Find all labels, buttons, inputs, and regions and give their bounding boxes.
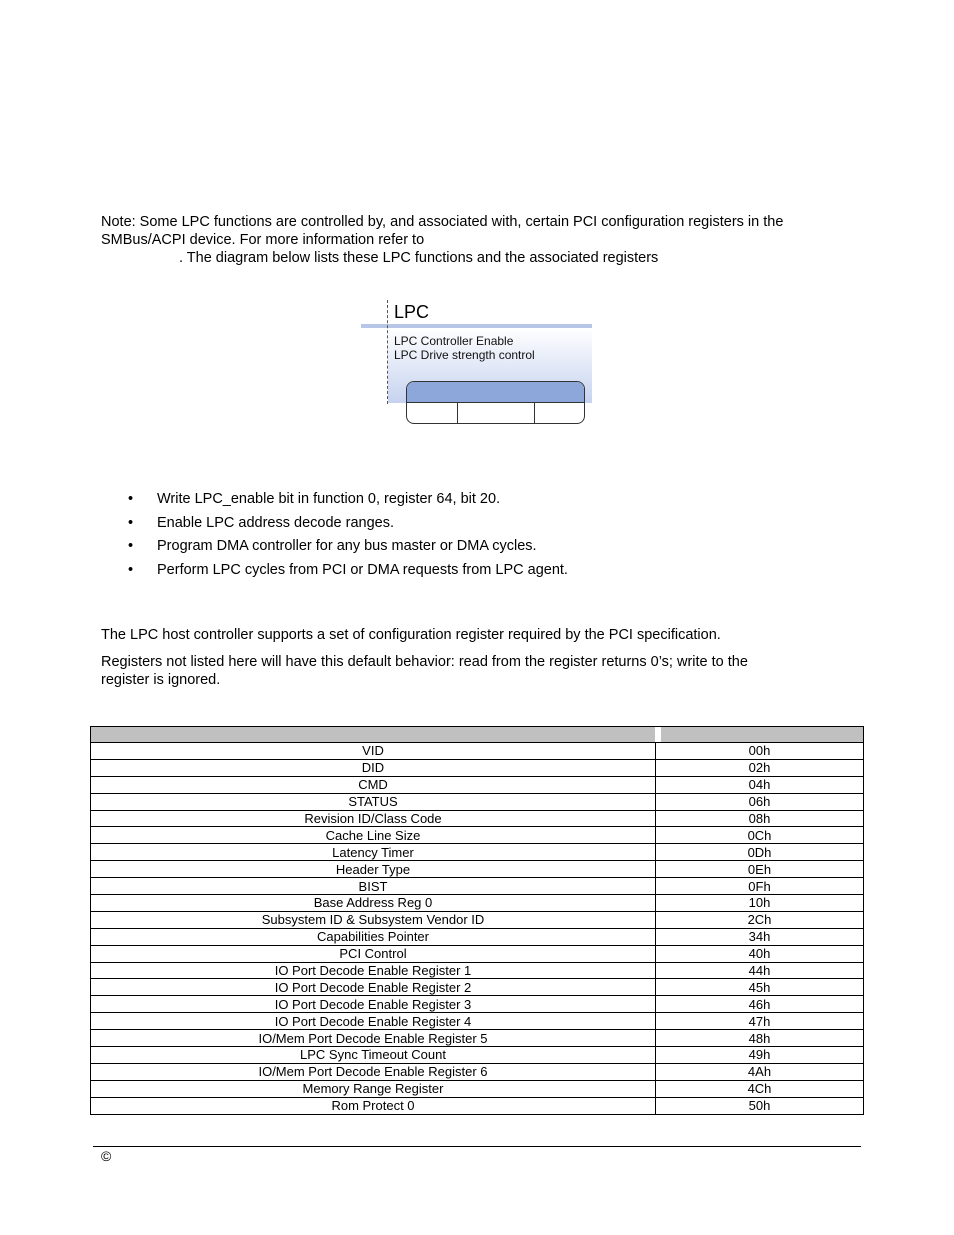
register-name-cell: Revision ID/Class Code — [91, 810, 656, 827]
table-row — [91, 1097, 864, 1114]
register-name-cell: Rom Protect 0 — [91, 1097, 656, 1114]
table-row — [91, 895, 864, 912]
step-text: Program DMA controller for any bus master or DMA cycles. — [157, 538, 537, 555]
register-name-cell: IO Port Decode Enable Register 3 — [91, 996, 656, 1013]
register-offset-cell: 08h — [656, 810, 864, 827]
table-row — [91, 911, 864, 928]
table-row — [91, 928, 864, 945]
table-row — [91, 810, 864, 827]
register-name-cell: Cache Line Size — [91, 827, 656, 844]
register-offset-cell: 49h — [656, 1047, 864, 1064]
register-offset-cell: 2Ch — [656, 911, 864, 928]
register-offset-cell: 06h — [656, 793, 864, 810]
table-row — [91, 776, 864, 793]
register-name-cell: Capabilities Pointer — [91, 928, 656, 945]
table-row — [91, 979, 864, 996]
diagram-title: LPC — [394, 302, 430, 322]
footer-rule — [93, 1146, 861, 1147]
register-name-cell: BIST — [91, 878, 656, 895]
diagram-dashed-line — [387, 300, 388, 404]
register-offset-cell: 48h — [656, 1030, 864, 1047]
step-text: Write LPC_enable bit in function 0, register 64, bit 20. — [157, 491, 501, 507]
register-name-cell: IO Port Decode Enable Register 2 — [91, 979, 656, 996]
header-offset — [656, 727, 864, 743]
register-name-cell: LPC Sync Timeout Count — [91, 1047, 656, 1064]
intro-paragraph-2-line-1: Registers not listed here will have this default behavior: read from the register returns 0’s; write to the — [101, 654, 748, 670]
register-offset-cell: 0Ch — [656, 827, 864, 844]
table-row — [91, 743, 864, 760]
register-offset-cell: 40h — [656, 945, 864, 962]
step-text: Perform LPC cycles from PCI or DMA requests from LPC agent. — [157, 562, 568, 579]
diagram-item: LPC Controller Enable — [394, 334, 514, 348]
register-table — [90, 726, 864, 1115]
register-offset-cell: 0Eh — [656, 861, 864, 878]
register-name-cell: PCI Control — [91, 945, 656, 962]
register-offset-cell: 44h — [656, 962, 864, 979]
register-name-cell: DID — [91, 759, 656, 776]
note-line-2: SMBus/ACPI device. For more information refer to — [101, 232, 425, 248]
diagram-register-box-header — [407, 382, 584, 403]
diagram-item: LPC Drive strength control — [394, 348, 535, 362]
register-name-cell: IO/Mem Port Decode Enable Register 6 — [91, 1063, 656, 1080]
header-register-name — [91, 727, 656, 743]
note-line-1: Note: Some LPC functions are controlled by, and associated with, certain PCI configuration registers in the — [101, 214, 784, 230]
table-row — [91, 1080, 864, 1097]
step-text: Enable LPC address decode ranges. — [157, 514, 394, 531]
list-item — [128, 514, 568, 538]
bullet: • — [128, 538, 134, 555]
table-header-row — [91, 727, 864, 743]
copyright-symbol: © — [101, 1148, 112, 1164]
note-line-3: . The diagram below lists these LPC functions and the associated registers — [179, 250, 659, 266]
table-row — [91, 759, 864, 776]
register-offset-cell: 0Dh — [656, 844, 864, 861]
register-offset-cell: 47h — [656, 1013, 864, 1030]
register-offset-cell: 0Fh — [656, 878, 864, 895]
diagram-register-box — [406, 381, 585, 424]
intro-paragraph-1: The LPC host controller supports a set of configuration register required by the PCI specification. — [101, 627, 721, 643]
register-name-cell: STATUS — [91, 793, 656, 810]
table-row — [91, 861, 864, 878]
table-row — [91, 962, 864, 979]
register-name-cell: Memory Range Register — [91, 1080, 656, 1097]
register-name-cell: CMD — [91, 776, 656, 793]
table-row — [91, 844, 864, 861]
diagram-cell-divider — [457, 403, 458, 423]
register-name-cell: IO Port Decode Enable Register 4 — [91, 1013, 656, 1030]
register-name-cell: IO/Mem Port Decode Enable Register 5 — [91, 1030, 656, 1047]
bullet: • — [128, 562, 134, 579]
list-item — [128, 537, 568, 561]
steps-list — [128, 490, 568, 585]
register-name-cell: Subsystem ID & Subsystem Vendor ID — [91, 911, 656, 928]
table-row — [91, 1013, 864, 1030]
register-offset-cell: 50h — [656, 1097, 864, 1114]
register-name-cell: VID — [91, 743, 656, 760]
register-offset-cell: 4Ch — [656, 1080, 864, 1097]
header-separator — [655, 727, 661, 742]
table-row — [91, 1030, 864, 1047]
register-name-cell: IO Port Decode Enable Register 1 — [91, 962, 656, 979]
diagram-cell-divider — [534, 403, 535, 423]
register-name-cell: Header Type — [91, 861, 656, 878]
list-item — [128, 490, 568, 514]
intro-paragraph-2-line-2: register is ignored. — [101, 672, 221, 688]
register-offset-cell: 02h — [656, 759, 864, 776]
table-row — [91, 827, 864, 844]
table-row — [91, 996, 864, 1013]
table-row — [91, 878, 864, 895]
table-row — [91, 945, 864, 962]
register-offset-cell: 45h — [656, 979, 864, 996]
register-offset-cell: 00h — [656, 743, 864, 760]
register-offset-cell: 04h — [656, 776, 864, 793]
table-row — [91, 1063, 864, 1080]
register-offset-cell: 10h — [656, 895, 864, 912]
list-item — [128, 561, 568, 585]
register-offset-cell: 4Ah — [656, 1063, 864, 1080]
register-name-cell: Latency Timer — [91, 844, 656, 861]
table-row — [91, 793, 864, 810]
table-row — [91, 1047, 864, 1064]
register-offset-cell: 34h — [656, 928, 864, 945]
register-offset-cell: 46h — [656, 996, 864, 1013]
bullet: • — [128, 491, 134, 507]
bullet: • — [128, 514, 134, 531]
register-name-cell: Base Address Reg 0 — [91, 895, 656, 912]
